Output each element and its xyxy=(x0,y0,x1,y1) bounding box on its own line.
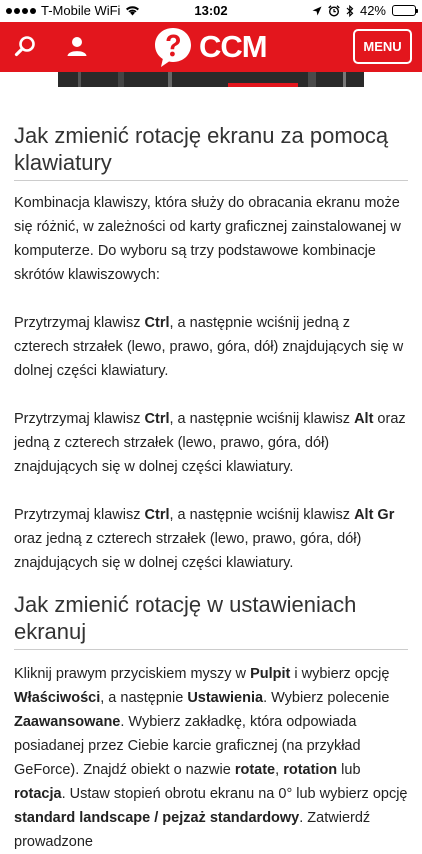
battery-icon xyxy=(392,5,416,16)
shortcut-option-2: Przytrzymaj klawisz Ctrl, a następnie wciśnij klawisz Alt oraz jedną z czterech strzałek (lewo, prawo, góra, dół) znajdujących się w dolnej części klawiatury. xyxy=(14,411,406,475)
image-red-accent xyxy=(228,83,298,87)
ccm-logo[interactable] xyxy=(153,25,267,69)
settings-instructions: Kliknij prawym przyciskiem myszy w Pulpit i wybierz opcję Właściwości, a następnie Ustawienia. Wybierz polecenie Zaawansowane. Wybierz zakładkę, która odpowiada posiadanej przez Ciebie karcie graficznej (na przykład GeForce). Znajdź obiekt o nazwie rotate, rotation lub rotacja. Ustaw stopień obrotu ekranu na 0° lub wybierz opcję standard landscape / pejzaż standardowy. Zatwierdź prowadzone xyxy=(14,666,408,850)
user-account-icon[interactable] xyxy=(62,32,92,62)
section-intro: Kombinacja klawiszy, która służy do obracania ekranu może się różnić, w zależności od karty graficznej zainstalowanej w komputerze. Do wyboru są trzy podstawowe kombinacje skrótów klawiszowych: xyxy=(14,195,401,283)
location-arrow-icon xyxy=(312,6,322,16)
shortcut-option-1: Przytrzymaj klawisz Ctrl, a następnie wciśnij jedną z czterech strzałek (lewo, prawo, góra, dół) znajdujących się w dolnej części klawiatury. xyxy=(14,315,404,379)
logo-text: CCM xyxy=(199,29,267,64)
battery-percent: 42% xyxy=(359,3,386,18)
logo-question-mark-icon xyxy=(153,26,193,68)
search-icon[interactable] xyxy=(10,32,40,62)
site-header xyxy=(0,22,422,72)
shortcut-option-3: Przytrzymaj klawisz Ctrl, a następnie wciśnij klawisz Alt Gr oraz jedną z czterech strzałek (lewo, prawo, góra, dół) znajdujących się w dolnej części klawiatury. xyxy=(14,507,395,571)
alarm-clock-icon xyxy=(328,5,340,17)
bluetooth-icon xyxy=(346,5,354,17)
status-bar xyxy=(0,0,422,22)
menu-button[interactable]: MENU xyxy=(353,29,412,64)
clock: 13:02 xyxy=(194,3,228,18)
article-image xyxy=(58,72,364,87)
section-heading-settings: Jak zmienić rotację w ustawieniach ekranuj xyxy=(14,591,408,650)
status-icons xyxy=(312,3,416,18)
section-heading-keyboard: Jak zmienić rotację ekranu za pomocą klawiatury xyxy=(14,122,408,181)
article-content xyxy=(14,122,408,854)
carrier-name: T-Mobile WiFi xyxy=(41,3,121,18)
